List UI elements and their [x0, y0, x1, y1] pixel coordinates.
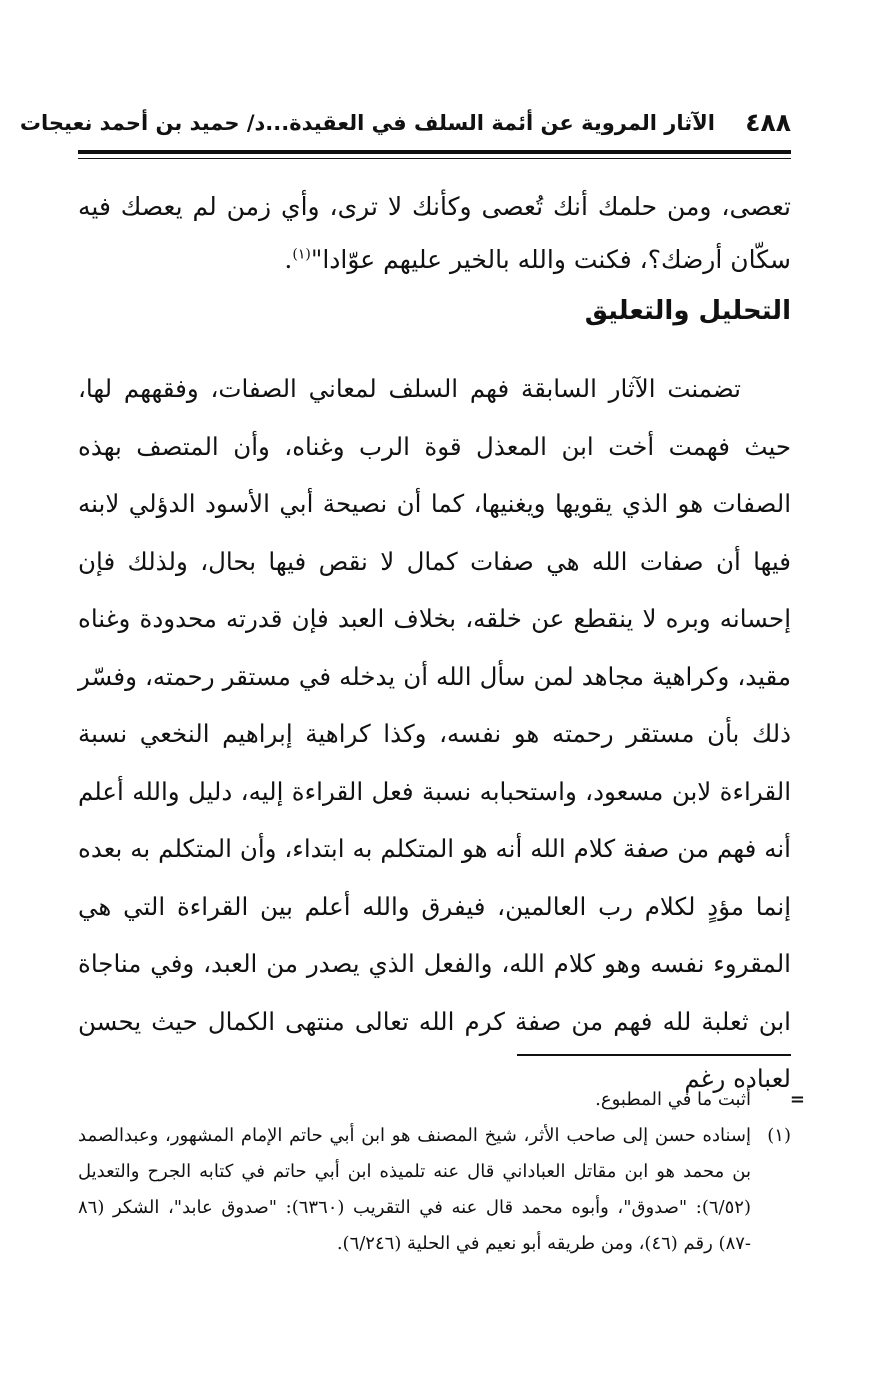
footnote-continuation-text: أثبت ما في المطبوع. — [595, 1089, 751, 1110]
analysis-text: تضمنت الآثار السابقة فهم السلف لمعاني الصفات، وفقههم لها، حيث فهمت أخت ابن المعذل قوة الرب وغناه، وأن المتصف بهذه الصفات هو الذي يقويها ويغنيها، كما أن نصيحة أبي الأسود الدؤلي لابنه فيها أن صفات الله هي صفات كمال لا نقص فيها بحال، ولذلك فإن إحسانه وبره لا ينقطع عن خلقه، بخلاف العبد فإن قدرته محدودة وغناه مقيد، وكراهية مجاهد لمن سأل الله أن يدخله في مستقر رحمته، وفسّر ذلك بأن مستقر رحمته هو نفسه، وكذا كراهية إبراهيم النخعي نسبة القراءة لابن مسعود، واستحبابه نسبة فعل القراءة إليه، دليل والله أعلم أنه فهم من صفة كلام الله أنه هو المتكلم به ابتداء، وأن المتكلم به بعده إنما مؤدٍ لكلام رب العالمين، فيفرق والله أعلم بين القراءة التي هي المقروء نفسه وهو كلام الله، والفعل الذي يصدر من العبد، وفي مناجاة ابن ثعلبة لله فهم من صفة كرم الله تعالى منتهى الكمال حيث يحسن لعباده رغم — [78, 374, 791, 1093]
footnote-separator — [517, 1054, 791, 1056]
header-rule-thick — [78, 150, 791, 154]
continuation-text: تعصى، ومن حلمك أنك تُعصى وكأنك لا ترى، وأي زمن لم يعصك فيه سكّان أرضك؟، فكنت والله بالخير عليهم عوّادا" — [78, 192, 791, 274]
analysis-paragraph — [78, 360, 791, 1108]
continuation-paragraph — [78, 180, 791, 286]
continuation-end: . — [284, 245, 293, 274]
footnote-number: (١) — [767, 1125, 791, 1146]
footnote-text: إسناده حسن إلى صاحب الأثر، شيخ المصنف هو ابن أبي حاتم الإمام المشهور، وعبدالصمد بن محمد هو ابن مقاتل العباداني قال عنه تلميذه ابن أبي حاتم في كتابه الجرح والتعديل (٦/٥٢): "صدوق"، وأبوه محمد قال عنه في التقريب (٦٣٦٠): "صدوق عابد"، الشكر (٨٦ -٨٧) رقم (٤٦)، ومن طريقه أبو نعيم في الحلية (٦/٢٤٦). — [78, 1125, 751, 1254]
footnotes — [78, 1082, 805, 1262]
running-header — [19, 108, 791, 144]
footnote-item — [78, 1118, 791, 1262]
footnote-reference: (١) — [292, 246, 311, 263]
continuation-mark: = — [789, 1089, 805, 1110]
page-number: ٤٨٨ — [745, 108, 791, 137]
section-heading: التحليل والتعليق — [584, 296, 791, 326]
running-title: الآثار المروية عن أئمة السلف في العقيدة...د/ حميد بن أحمد نعيجات — [19, 111, 715, 135]
footnote-continuation — [78, 1082, 805, 1118]
header-rule-thin — [78, 158, 791, 159]
